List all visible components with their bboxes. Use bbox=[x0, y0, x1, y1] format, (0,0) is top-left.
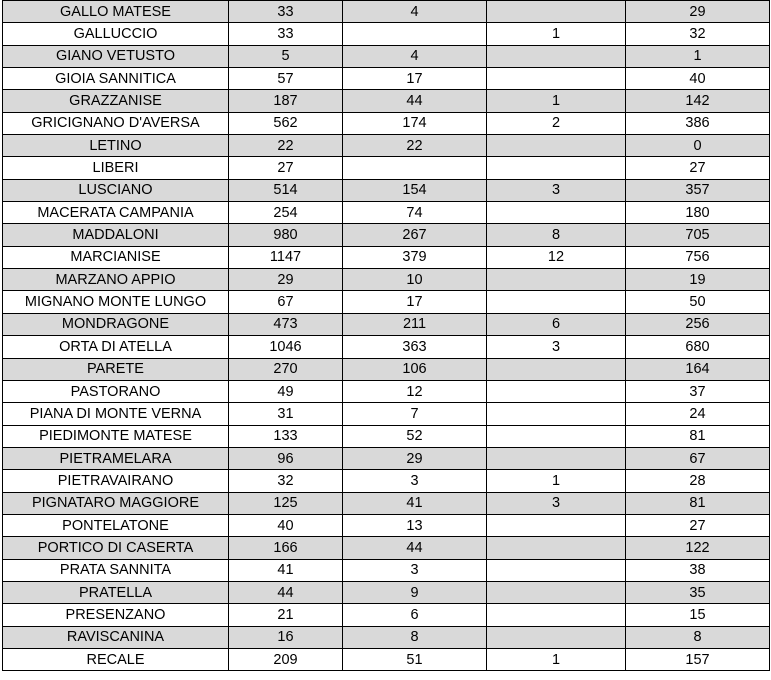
column-2-cell: 41 bbox=[229, 559, 343, 581]
municipality-name-cell: PARETE bbox=[3, 358, 229, 380]
column-5-cell: 28 bbox=[626, 470, 770, 492]
column-4-cell bbox=[487, 135, 626, 157]
column-3-cell: 9 bbox=[343, 581, 487, 603]
column-2-cell: 33 bbox=[229, 23, 343, 45]
table-row bbox=[3, 23, 770, 45]
column-4-cell bbox=[487, 425, 626, 447]
column-4-cell bbox=[487, 559, 626, 581]
column-3-cell: 174 bbox=[343, 112, 487, 134]
column-4-cell bbox=[487, 291, 626, 313]
municipality-name-cell: PIGNATARO MAGGIORE bbox=[3, 492, 229, 514]
column-5-cell: 50 bbox=[626, 291, 770, 313]
column-3-cell: 154 bbox=[343, 179, 487, 201]
column-4-cell bbox=[487, 403, 626, 425]
column-4-cell bbox=[487, 269, 626, 291]
column-2-cell: 473 bbox=[229, 313, 343, 335]
column-2-cell: 270 bbox=[229, 358, 343, 380]
table-row bbox=[3, 90, 770, 112]
column-4-cell bbox=[487, 45, 626, 67]
column-2-cell: 32 bbox=[229, 470, 343, 492]
column-5-cell: 756 bbox=[626, 246, 770, 268]
municipality-name-cell: MONDRAGONE bbox=[3, 313, 229, 335]
municipality-name-cell: PIEDIMONTE MATESE bbox=[3, 425, 229, 447]
column-4-cell: 1 bbox=[487, 23, 626, 45]
municipality-name-cell: PONTELATONE bbox=[3, 514, 229, 536]
municipality-name-cell: GALLUCCIO bbox=[3, 23, 229, 45]
column-4-cell bbox=[487, 626, 626, 648]
column-5-cell: 705 bbox=[626, 224, 770, 246]
municipality-name-cell: ORTA DI ATELLA bbox=[3, 336, 229, 358]
column-3-cell: 13 bbox=[343, 514, 487, 536]
table-row bbox=[3, 224, 770, 246]
table-row bbox=[3, 537, 770, 559]
column-3-cell: 74 bbox=[343, 202, 487, 224]
table-row bbox=[3, 112, 770, 134]
table-row bbox=[3, 559, 770, 581]
column-4-cell: 1 bbox=[487, 470, 626, 492]
column-4-cell bbox=[487, 537, 626, 559]
column-4-cell bbox=[487, 202, 626, 224]
column-2-cell: 16 bbox=[229, 626, 343, 648]
column-2-cell: 33 bbox=[229, 1, 343, 23]
column-4-cell: 3 bbox=[487, 179, 626, 201]
table-row bbox=[3, 291, 770, 313]
column-2-cell: 57 bbox=[229, 68, 343, 90]
column-3-cell: 8 bbox=[343, 626, 487, 648]
municipality-name-cell: PIETRAMELARA bbox=[3, 447, 229, 469]
column-3-cell: 4 bbox=[343, 45, 487, 67]
column-4-cell: 2 bbox=[487, 112, 626, 134]
column-3-cell: 3 bbox=[343, 559, 487, 581]
table-row bbox=[3, 470, 770, 492]
column-5-cell: 8 bbox=[626, 626, 770, 648]
column-4-cell bbox=[487, 157, 626, 179]
municipality-name-cell: GIOIA SANNITICA bbox=[3, 68, 229, 90]
column-5-cell: 357 bbox=[626, 179, 770, 201]
column-5-cell: 29 bbox=[626, 1, 770, 23]
municipality-name-cell: GALLO MATESE bbox=[3, 1, 229, 23]
column-5-cell: 256 bbox=[626, 313, 770, 335]
column-3-cell: 12 bbox=[343, 380, 487, 402]
column-3-cell: 106 bbox=[343, 358, 487, 380]
municipality-name-cell: MARCIANISE bbox=[3, 246, 229, 268]
municipality-name-cell: GRICIGNANO D'AVERSA bbox=[3, 112, 229, 134]
column-2-cell: 49 bbox=[229, 380, 343, 402]
column-4-cell bbox=[487, 1, 626, 23]
column-2-cell: 187 bbox=[229, 90, 343, 112]
column-5-cell: 27 bbox=[626, 157, 770, 179]
column-2-cell: 514 bbox=[229, 179, 343, 201]
column-2-cell: 562 bbox=[229, 112, 343, 134]
municipality-name-cell: MARZANO APPIO bbox=[3, 269, 229, 291]
column-3-cell: 10 bbox=[343, 269, 487, 291]
table-row bbox=[3, 336, 770, 358]
column-5-cell: 32 bbox=[626, 23, 770, 45]
municipality-name-cell: RECALE bbox=[3, 648, 229, 670]
municipality-name-cell: PRATELLA bbox=[3, 581, 229, 603]
table-row bbox=[3, 492, 770, 514]
column-2-cell: 29 bbox=[229, 269, 343, 291]
column-2-cell: 1046 bbox=[229, 336, 343, 358]
column-5-cell: 81 bbox=[626, 492, 770, 514]
column-2-cell: 22 bbox=[229, 135, 343, 157]
table-row bbox=[3, 581, 770, 603]
column-2-cell: 96 bbox=[229, 447, 343, 469]
column-5-cell: 81 bbox=[626, 425, 770, 447]
municipality-name-cell: PASTORANO bbox=[3, 380, 229, 402]
column-3-cell: 41 bbox=[343, 492, 487, 514]
column-3-cell: 51 bbox=[343, 648, 487, 670]
column-4-cell: 1 bbox=[487, 90, 626, 112]
table-row bbox=[3, 1, 770, 23]
column-2-cell: 67 bbox=[229, 291, 343, 313]
column-3-cell bbox=[343, 157, 487, 179]
municipality-name-cell: MACERATA CAMPANIA bbox=[3, 202, 229, 224]
table-row bbox=[3, 135, 770, 157]
municipality-name-cell: MIGNANO MONTE LUNGO bbox=[3, 291, 229, 313]
table-row bbox=[3, 626, 770, 648]
column-3-cell: 3 bbox=[343, 470, 487, 492]
column-4-cell: 12 bbox=[487, 246, 626, 268]
column-4-cell bbox=[487, 447, 626, 469]
table-row bbox=[3, 269, 770, 291]
municipality-data-table bbox=[2, 0, 770, 671]
column-5-cell: 37 bbox=[626, 380, 770, 402]
column-2-cell: 44 bbox=[229, 581, 343, 603]
column-5-cell: 122 bbox=[626, 537, 770, 559]
column-5-cell: 0 bbox=[626, 135, 770, 157]
column-3-cell: 44 bbox=[343, 537, 487, 559]
municipality-name-cell: LIBERI bbox=[3, 157, 229, 179]
table-row bbox=[3, 425, 770, 447]
column-2-cell: 166 bbox=[229, 537, 343, 559]
column-3-cell: 363 bbox=[343, 336, 487, 358]
column-5-cell: 164 bbox=[626, 358, 770, 380]
table-row bbox=[3, 514, 770, 536]
column-5-cell: 15 bbox=[626, 604, 770, 626]
municipality-name-cell: GRAZZANISE bbox=[3, 90, 229, 112]
column-4-cell bbox=[487, 358, 626, 380]
municipality-name-cell: PRATA SANNITA bbox=[3, 559, 229, 581]
table-row bbox=[3, 68, 770, 90]
column-5-cell: 386 bbox=[626, 112, 770, 134]
column-5-cell: 19 bbox=[626, 269, 770, 291]
column-5-cell: 67 bbox=[626, 447, 770, 469]
column-2-cell: 209 bbox=[229, 648, 343, 670]
table-body bbox=[3, 1, 770, 671]
table-row bbox=[3, 403, 770, 425]
column-3-cell: 267 bbox=[343, 224, 487, 246]
table-row bbox=[3, 358, 770, 380]
column-2-cell: 125 bbox=[229, 492, 343, 514]
municipality-name-cell: RAVISCANINA bbox=[3, 626, 229, 648]
column-3-cell: 29 bbox=[343, 447, 487, 469]
table-row bbox=[3, 380, 770, 402]
municipality-name-cell: PRESENZANO bbox=[3, 604, 229, 626]
column-4-cell: 3 bbox=[487, 336, 626, 358]
column-2-cell: 27 bbox=[229, 157, 343, 179]
table-row bbox=[3, 157, 770, 179]
municipality-name-cell: MADDALONI bbox=[3, 224, 229, 246]
column-4-cell bbox=[487, 380, 626, 402]
table-row bbox=[3, 648, 770, 670]
column-2-cell: 40 bbox=[229, 514, 343, 536]
column-4-cell: 6 bbox=[487, 313, 626, 335]
column-3-cell: 7 bbox=[343, 403, 487, 425]
column-2-cell: 31 bbox=[229, 403, 343, 425]
table-row bbox=[3, 45, 770, 67]
column-3-cell: 17 bbox=[343, 68, 487, 90]
column-5-cell: 1 bbox=[626, 45, 770, 67]
column-3-cell: 379 bbox=[343, 246, 487, 268]
column-2-cell: 1147 bbox=[229, 246, 343, 268]
table-row bbox=[3, 202, 770, 224]
column-5-cell: 35 bbox=[626, 581, 770, 603]
column-2-cell: 133 bbox=[229, 425, 343, 447]
column-3-cell: 44 bbox=[343, 90, 487, 112]
column-4-cell: 1 bbox=[487, 648, 626, 670]
column-2-cell: 21 bbox=[229, 604, 343, 626]
table-row bbox=[3, 246, 770, 268]
column-2-cell: 254 bbox=[229, 202, 343, 224]
municipality-name-cell: PIANA DI MONTE VERNA bbox=[3, 403, 229, 425]
column-2-cell: 5 bbox=[229, 45, 343, 67]
column-3-cell bbox=[343, 23, 487, 45]
municipality-name-cell: GIANO VETUSTO bbox=[3, 45, 229, 67]
column-3-cell: 211 bbox=[343, 313, 487, 335]
table-row bbox=[3, 313, 770, 335]
municipality-name-cell: PIETRAVAIRANO bbox=[3, 470, 229, 492]
column-3-cell: 22 bbox=[343, 135, 487, 157]
column-3-cell: 4 bbox=[343, 1, 487, 23]
column-4-cell bbox=[487, 581, 626, 603]
column-3-cell: 52 bbox=[343, 425, 487, 447]
table-row bbox=[3, 179, 770, 201]
column-4-cell bbox=[487, 604, 626, 626]
column-3-cell: 17 bbox=[343, 291, 487, 313]
column-5-cell: 680 bbox=[626, 336, 770, 358]
table-row bbox=[3, 447, 770, 469]
column-5-cell: 27 bbox=[626, 514, 770, 536]
municipality-name-cell: LUSCIANO bbox=[3, 179, 229, 201]
column-5-cell: 180 bbox=[626, 202, 770, 224]
municipality-name-cell: LETINO bbox=[3, 135, 229, 157]
municipality-name-cell: PORTICO DI CASERTA bbox=[3, 537, 229, 559]
column-4-cell: 3 bbox=[487, 492, 626, 514]
column-5-cell: 157 bbox=[626, 648, 770, 670]
column-5-cell: 24 bbox=[626, 403, 770, 425]
column-5-cell: 142 bbox=[626, 90, 770, 112]
column-5-cell: 40 bbox=[626, 68, 770, 90]
table-row bbox=[3, 604, 770, 626]
column-2-cell: 980 bbox=[229, 224, 343, 246]
column-4-cell bbox=[487, 68, 626, 90]
column-4-cell: 8 bbox=[487, 224, 626, 246]
column-5-cell: 38 bbox=[626, 559, 770, 581]
column-4-cell bbox=[487, 514, 626, 536]
column-3-cell: 6 bbox=[343, 604, 487, 626]
